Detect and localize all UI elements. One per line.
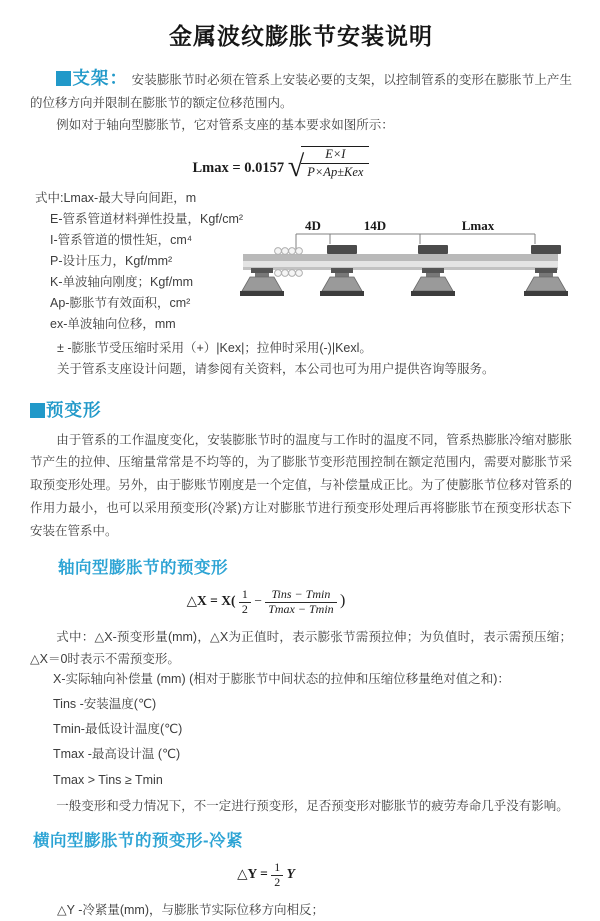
section-marker-icon	[56, 71, 71, 86]
fraction-denominator: 2	[241, 602, 248, 617]
predeform-section-heading	[30, 395, 572, 425]
fraction-numerator: 1	[239, 588, 251, 603]
pipe-support	[411, 245, 455, 296]
variable-line: P-设计压力，Kgf/mm²	[50, 254, 173, 269]
variable-line: ex-单波轴向位移，mm	[50, 317, 176, 332]
support-spacing-diagram	[238, 218, 590, 323]
support-section-heading	[56, 68, 129, 88]
lateral-note-line: △Y -冷紧量(mm)，与膨胀节实际位移方向相反；	[57, 902, 325, 917]
fraction-denominator: P×Ap±Kex	[307, 165, 364, 180]
close-paren: )	[340, 592, 346, 610]
fraction-numerator: 1	[271, 861, 283, 876]
sqrt-expression	[287, 146, 370, 184]
support-intro-paragraph	[30, 63, 572, 115]
variables-and-diagram	[30, 188, 572, 338]
minus-sign: −	[254, 593, 262, 609]
lateral-subheading: 横向型膨胀节的预变形-冷紧	[33, 832, 243, 851]
axial-subheading: 轴向型膨胀节的预变形	[58, 559, 228, 578]
axial-formula	[30, 588, 502, 617]
section-marker-icon	[30, 403, 45, 418]
dim-label-4d: 4D	[305, 218, 321, 234]
pm-note-line: ± -膨胀节受压缩时采用（+）|Kex|；拉伸时采用(-)|Kexl。	[57, 341, 372, 356]
lateral-formula-rhs: Y	[286, 865, 295, 881]
support-intro-text: 安装膨胀节时必须在管系上安装必要的支架，以控制管系的变形在膨胀节上产生的位移方向并限制在膨胀节的额定位移范围内。	[30, 73, 572, 111]
support-example-line: 例如对于轴向型膨胀节，它对管系支座的基本要求如图所示：	[56, 117, 394, 132]
axial-where-paragraph: 式中：△X-预变形量(mm)，△X为正值时，表示膨张节需预拉伸；为负值时，表示需预压缩；△X＝0时表示不需预变形。	[30, 630, 572, 666]
lateral-formula	[30, 861, 502, 890]
dim-label-lmax: Lmax	[461, 218, 495, 234]
pipe-mid	[243, 261, 558, 267]
list-item: Tmax > Tins ≥ Tmin	[53, 772, 163, 787]
predeform-paragraph: 由于管系的工作温度变化，安装膨胀节时的温度与工作时的温度不同，管系热膨胀冷缩对膨胀节产生的拉伸、压缩量常常是不均等的，为了膨胀节变形范围控制在额定范围内，需要对膨胀节采取预变形处理。另外，由于膨账节刚度是一个定值，与补偿量成正比。为了使膨胀节位移对管系的作用力最小，也可以采用预变形(冷紧)方让对膨胀节进行预变形处理后再将膨胀节在预变形状态下安装在管系中。	[30, 432, 572, 538]
list-item: Tins -安装温度(℃)	[53, 697, 157, 712]
pipe-support	[524, 245, 568, 296]
half-fraction	[239, 588, 251, 617]
list-item: Tmax -最高设计温 (℃)	[53, 747, 181, 762]
temperature-fraction	[265, 588, 336, 617]
axial-variable-list	[30, 670, 572, 789]
predeform-heading-label: 预变形	[46, 399, 102, 420]
dim-label-14d: 14D	[363, 218, 387, 234]
variable-line: Ap-膨胀节有效面积，cm²	[50, 296, 191, 311]
list-item: Tmin-最低设计温度(℃)	[53, 722, 183, 737]
lmax-formula	[30, 146, 532, 184]
lateral-formula-lhs: △Y =	[237, 865, 268, 881]
service-note-line: 关于管系支座设计问题，请参阅有关资料，本公司也可为用户提供咨询等服务。	[57, 362, 495, 377]
pipe-top	[243, 254, 558, 261]
fraction-numerator: E×I	[301, 147, 369, 164]
pipe-support	[320, 245, 364, 296]
axial-formula-lhs: △X = X(	[186, 593, 236, 609]
fraction-denominator: Tmax − Tmin	[268, 602, 334, 617]
radical-sign: √	[287, 150, 305, 184]
lmax-formula-lhs: Lmax = 0.0157	[192, 160, 285, 177]
axial-note-line: 一般变形和受力情况下，不一定进行预变形，足否预变形对膨胀节的疲劳寿命几乎没有影响。	[56, 798, 569, 813]
variable-line: I-管系管道的惯性矩，cm⁴	[50, 233, 193, 248]
list-item: X-实际轴向补偿量 (mm) (相对于膨胀节中间状态的拉伸和压缩位移量绝对值之和)：	[53, 672, 510, 687]
fraction-denominator: 2	[274, 874, 281, 889]
variable-line: K-单波轴向刚度；Kgf/mm	[50, 275, 194, 290]
page-title: 金属波纹膨胀节安装说明	[169, 23, 433, 49]
support-heading-label: 支架：	[72, 68, 129, 88]
half-fraction	[271, 861, 283, 890]
variable-line: E-管系管道材料弹性投量，Kgf/cm²	[50, 212, 244, 227]
variable-line: 式中:Lmax-最大导向间距，m	[35, 191, 197, 206]
fraction-numerator: Tins − Tmin	[265, 588, 336, 603]
sqrt-fraction	[301, 146, 369, 180]
